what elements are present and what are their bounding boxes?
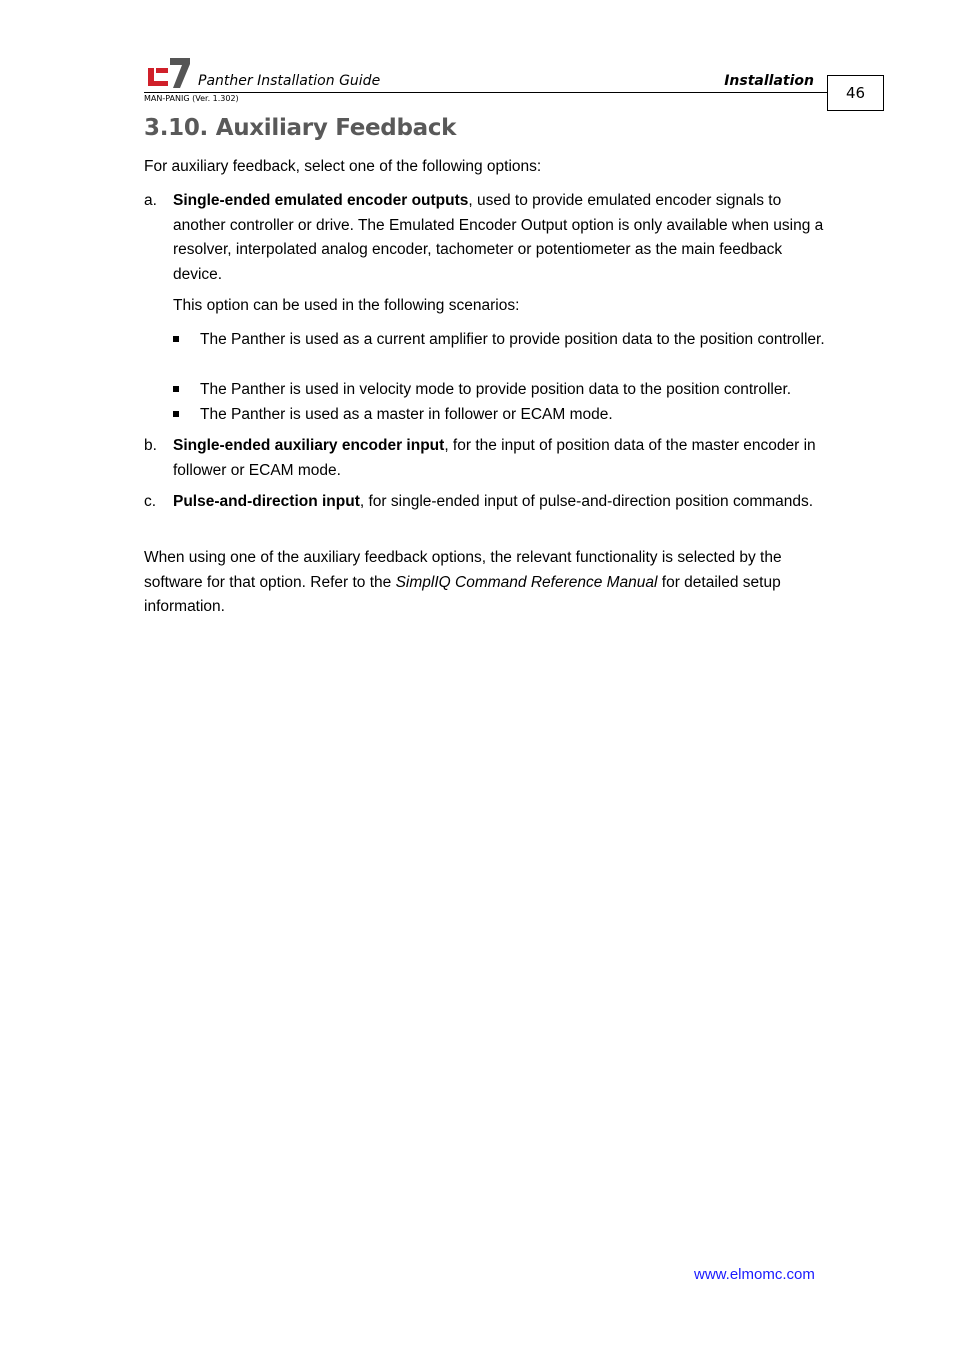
header-divider (144, 92, 827, 93)
scenarios-intro: This option can be used in the following scenarios: (173, 297, 520, 314)
list-item-text (173, 189, 833, 288)
list-item-text (173, 490, 833, 515)
intro-paragraph: For auxiliary feedback, select one of the following options: (144, 158, 542, 175)
bullet-text: The Panther is used in velocity mode to provide position data to the position controller. (200, 381, 792, 398)
doc-title: Panther Installation Guide (198, 73, 381, 89)
chapter-title: Installation (724, 73, 814, 89)
website-link[interactable]: www.elmomc.com (694, 1266, 815, 1283)
closing-text: When using one of the auxiliary feedback options, the relevant functionality is selected by the software for that option. Refer to the (144, 549, 782, 591)
option-description: , used to provide emulated encoder signals to another controller or drive. The Emulated Encoder Output option is only available when using a resolver, interpolated analog encoder, tachometer or potentiometer as the main feedback device. (173, 192, 824, 284)
list-marker: a. (144, 192, 157, 209)
option-description: , for the input of position data of the master encoder in follower or ECAM mode. (173, 437, 816, 479)
option-description: , for single-ended input of pulse-and-direction position commands. (359, 493, 814, 510)
doc-code: MAN-PANIG (Ver. 1.302) (144, 94, 239, 103)
list-marker: c. (144, 493, 157, 510)
bullet-text: The Panther is used as a master in follower or ECAM mode. (200, 406, 613, 423)
bullet-square (173, 336, 179, 342)
closing-paragraph (144, 546, 834, 620)
option-name: Pulse-and-direction input (173, 493, 360, 510)
page-number: 46 (827, 75, 884, 111)
bullet-square (173, 411, 179, 417)
bullet-text: The Panther is used as a current amplifier to provide position data to the position controller. (200, 331, 825, 348)
option-name: Single-ended auxiliary encoder input (173, 437, 445, 454)
list-marker: b. (144, 437, 157, 454)
closing-text: for detailed setup information. (144, 573, 781, 616)
bullet-square (173, 386, 179, 392)
section-heading: 3.10. Auxiliary Feedback (144, 115, 457, 141)
elmo-logo (148, 58, 190, 88)
option-name: Single-ended emulated encoder outputs (173, 192, 469, 209)
manual-reference: SimplIQ Command Reference Manual (395, 573, 658, 591)
list-item-text (173, 434, 833, 483)
